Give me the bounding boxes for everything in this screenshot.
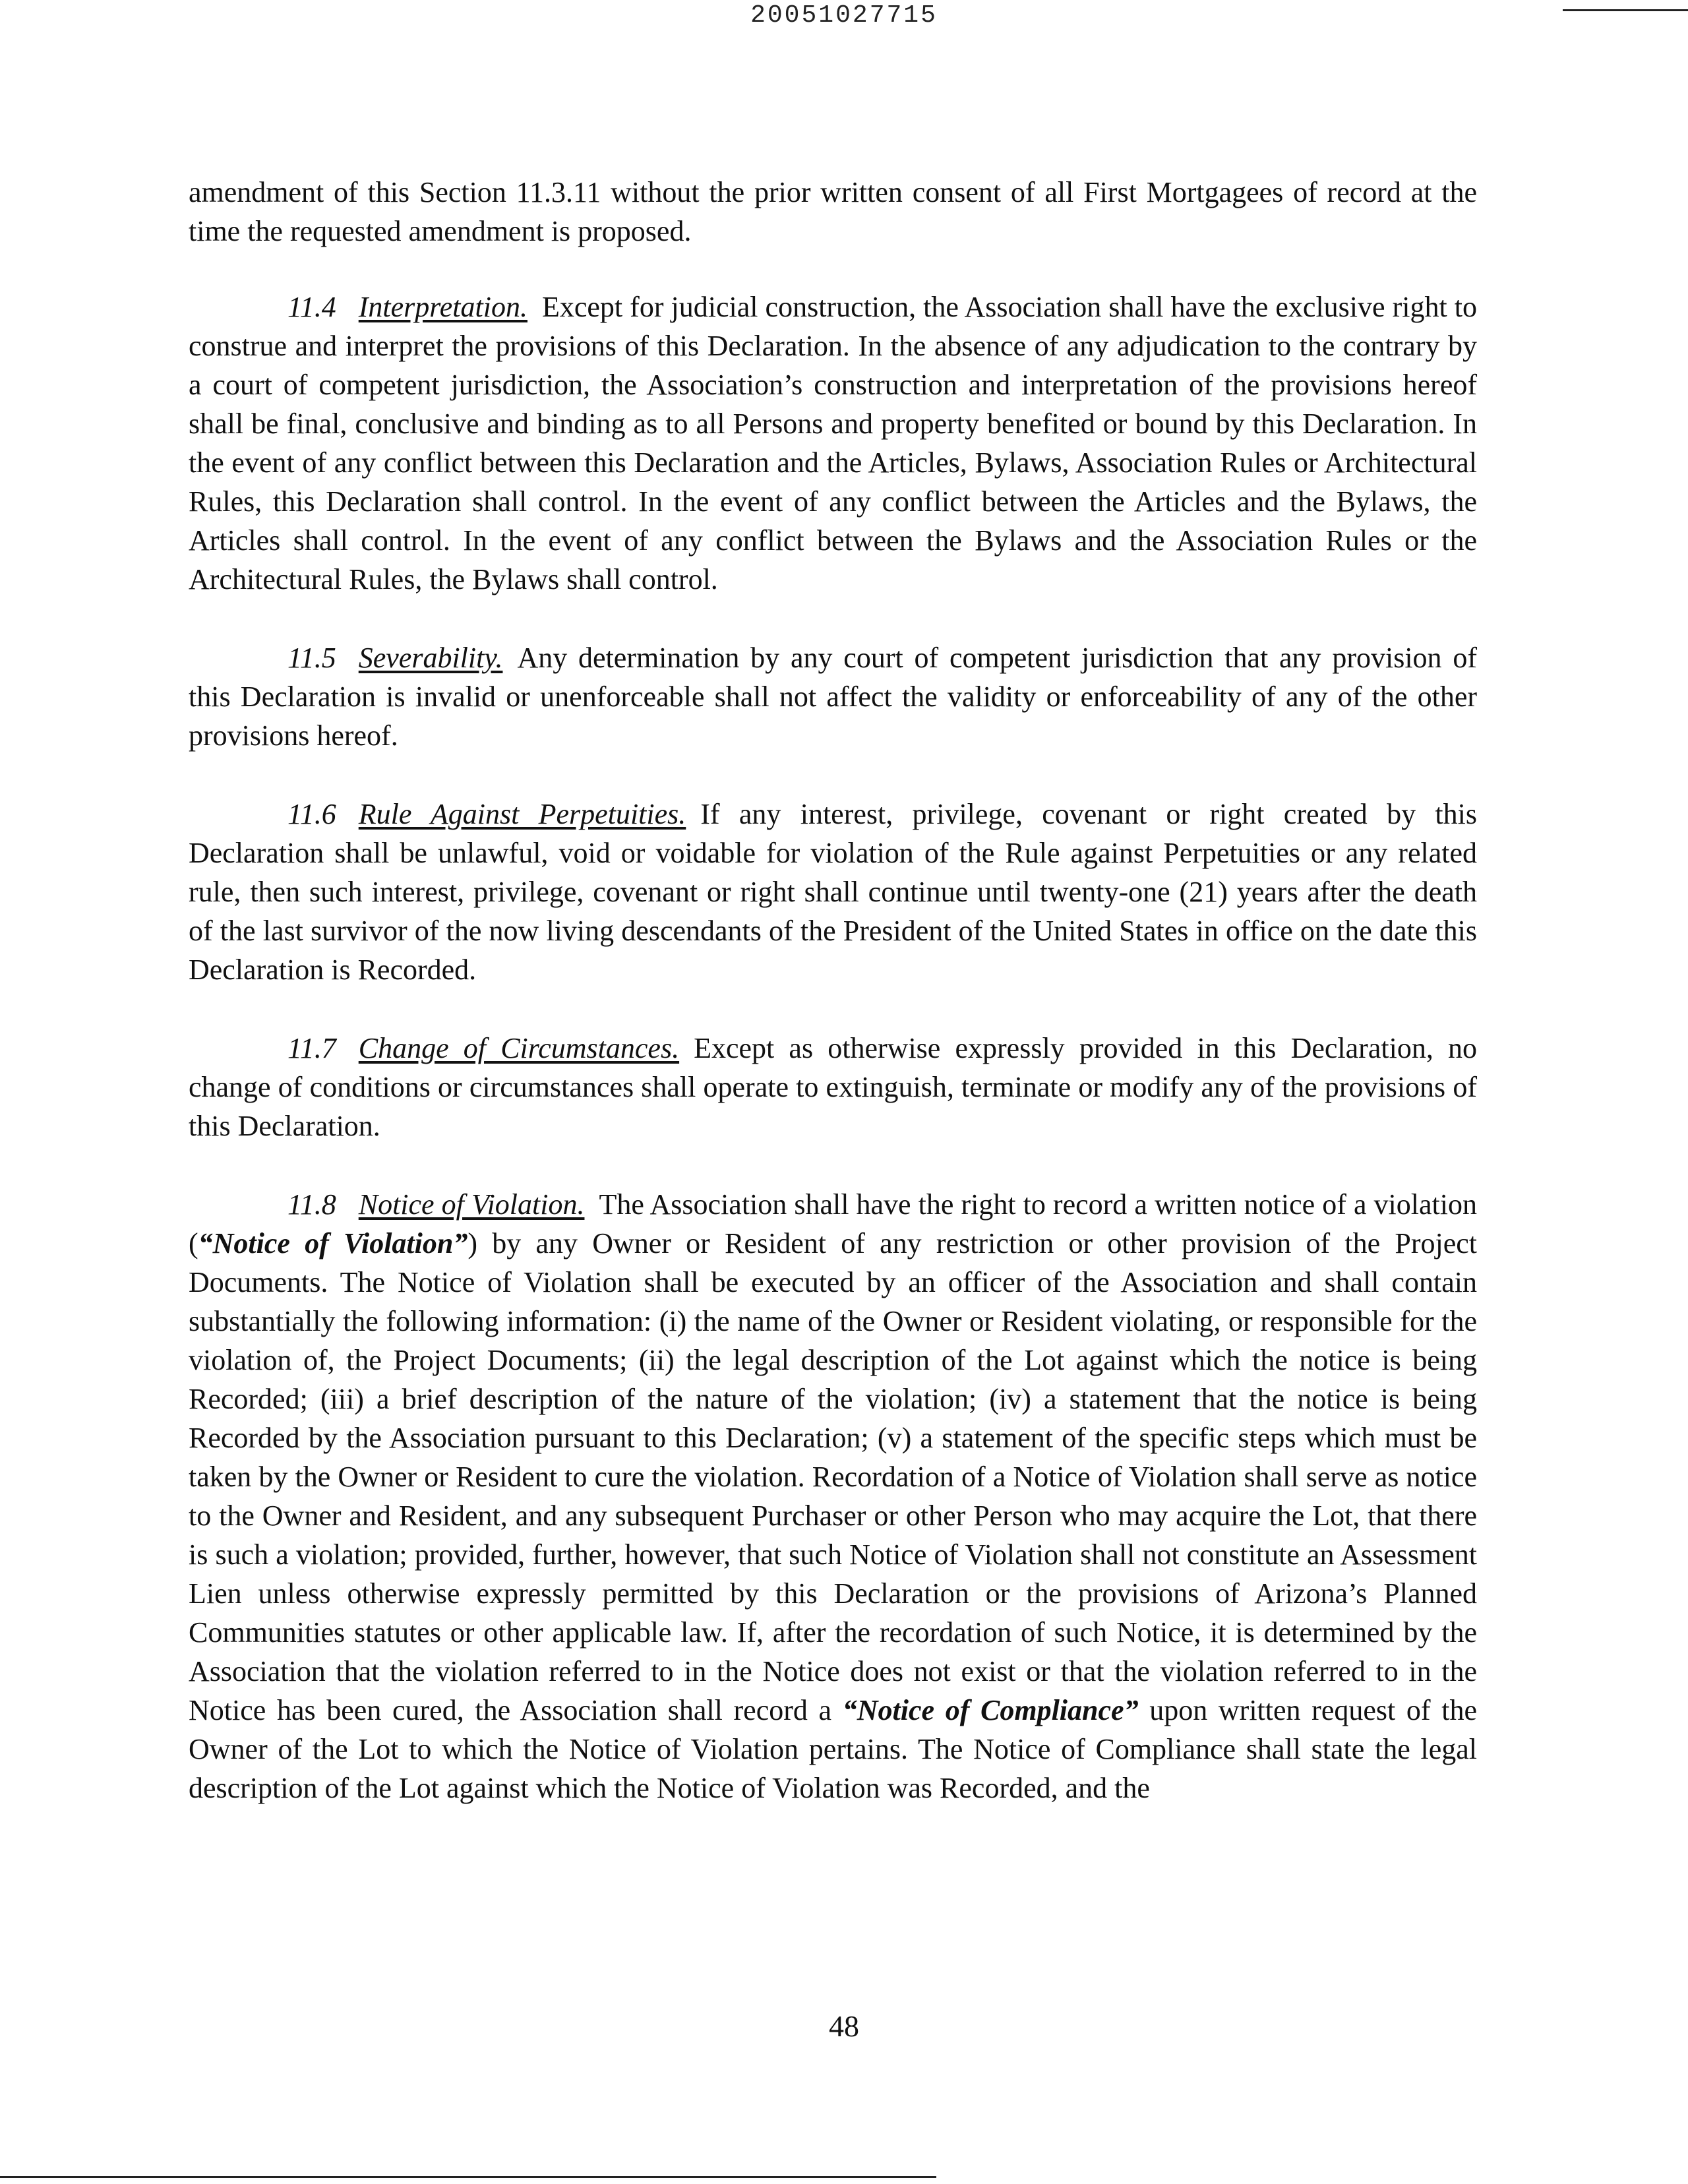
section-11-7 [189, 1029, 1477, 1145]
section-title: Rule Against Perpetuities. [358, 798, 686, 830]
section-text: Any determination by any court of competent jurisdiction that any provision of this Declaration is invalid or unenforceable shall not affect the validity or enforceability of any of the other provisions hereof. [189, 642, 1477, 752]
continuation-paragraph: amendment of this Section 11.3.11 without the prior written consent of all First Mortgagees of record at the time the requested amendment is proposed. [189, 176, 1477, 247]
section-title: Change of Circumstances. [358, 1032, 680, 1064]
section-11-6 [189, 795, 1477, 989]
section-text-part-a: The Association shall have the right to record a written notice of a violation ( [189, 1188, 1477, 1259]
section-text: If any interest, privilege, covenant or right created by this Declaration shall be unlawful, void or voidable for violation of the Rule against Perpetuities or any related rule, then such interest, privilege, covenant or right shall continue until twenty-one (21) years after the death of the last survivor of the now living descendants of the President of the United States in office on the date this Declaration is Recorded. [189, 798, 1477, 986]
defined-term-notice-of-compliance: “Notice of Compliance” [842, 1694, 1139, 1726]
defined-term-notice-of-violation: “Notice of Violation” [198, 1227, 468, 1259]
section-title: Interpretation. [358, 291, 528, 323]
section-number: 11.8 [287, 1188, 336, 1221]
page-body [189, 173, 1477, 1847]
page-number: 48 [829, 2009, 859, 2043]
section-text-part-b: ) by any Owner or Resident of any restriction or other provision of the Project Documents. The Notice of Violation shall be executed by an officer of the Association and shall contain substantially the following information: (i) the name of the Owner or Resident violating, or responsible for the violation of, the Project Documents; (ii) the legal description of the Lot against which the notice is being Recorded; (iii) a brief description of the nature of the violation; (iv) a statement that the notice is being Recorded by the Association pursuant to this Declaration; (v) a statement of the specific steps which must be taken by the Owner or Resident to cure the violation. Recordation of a Notice of Violation shall serve as notice to the Owner and Resident, and any subsequent Purchaser or other Person who may acquire the Lot, that there is such a violation; provided, further, however, that such Notice of Violation shall not constitute an Assessment Lien unless otherwise expressly permitted by this Declaration or the provisions of Arizona’s Planned Communities statutes or other applicable law. If, after the recordation of such Notice, it is determined by the Association that the violation referred to in the Notice does not exist or that the violation referred to in the Notice has been cured, the Association shall record a [189, 1227, 1477, 1726]
section-number: 11.5 [287, 642, 336, 674]
bottom-rule [0, 2176, 936, 2178]
section-11-4 [189, 288, 1477, 599]
section-number: 11.6 [287, 798, 336, 830]
section-number: 11.7 [287, 1032, 336, 1064]
section-title: Notice of Violation. [358, 1188, 585, 1221]
section-title: Severability. [358, 642, 503, 674]
section-text: Except as otherwise expressly provided in this Declaration, no change of conditions or circumstances shall operate to extinguish, terminate or modify any of the provisions of this Declaration. [189, 1032, 1477, 1142]
document-number: 20051027715 [750, 1, 938, 30]
section-number: 11.4 [287, 291, 336, 323]
section-11-8 [189, 1185, 1477, 1807]
section-text-part-c: upon written request of the Owner of the Lot to which the Notice of Violation pertains. The Notice of Compliance shall state the legal description of the Lot against which the Notice of Violation was Recorded, and the [189, 1694, 1477, 1804]
section-text: Except for judicial construction, the Association shall have the exclusive right to construe and interpret the provisions of this Declaration. In the absence of any adjudication to the contrary by a court of competent jurisdiction, the Association’s construction and interpretation of the provisions hereof shall be final, conclusive and binding as to all Persons and property benefited or bound by this Declaration. In the event of any conflict between this Declaration and the Articles, Bylaws, Association Rules or Architectural Rules, this Declaration shall control. In the event of any conflict between the Articles and the Bylaws, the Articles shall control. In the event of any conflict between the Bylaws and the Association Rules or the Architectural Rules, the Bylaws shall control. [189, 291, 1477, 595]
section-11-5 [189, 638, 1477, 755]
